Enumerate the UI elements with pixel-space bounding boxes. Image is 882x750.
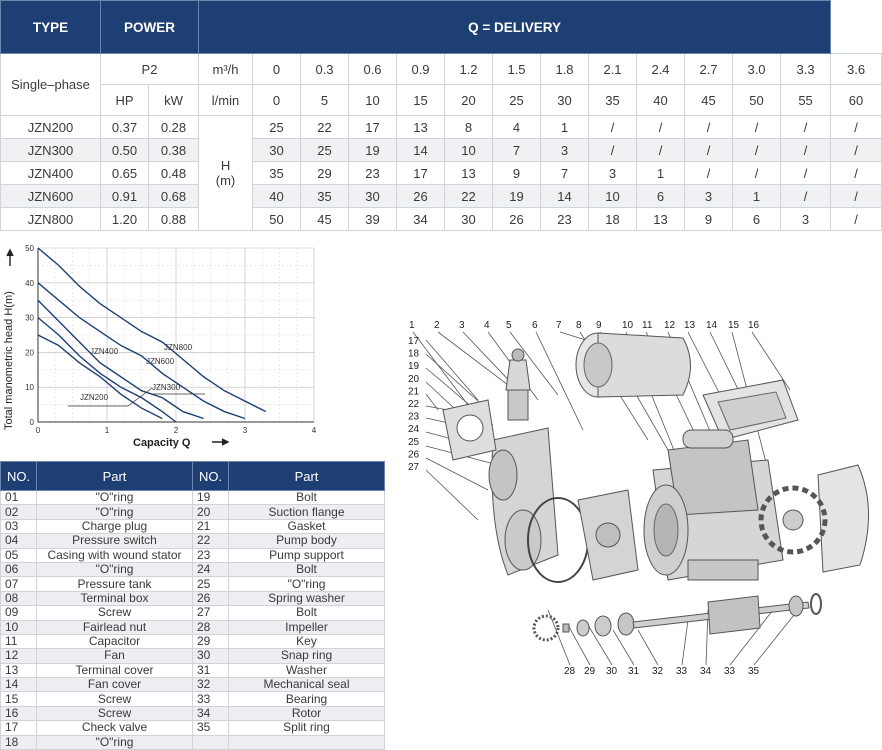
series-label: JZN800 [164, 343, 193, 352]
x-tick-label: 2 [173, 426, 179, 435]
callout-label: 30 [606, 666, 618, 677]
callout-label: 11 [642, 320, 653, 331]
part-no: 32 [193, 678, 229, 692]
model-hp: 0.37 [101, 116, 149, 139]
part-no: 05 [1, 548, 37, 562]
callout-label: 33 [676, 666, 688, 677]
unit-lmin: l/min [199, 85, 253, 116]
part-no: 16 [1, 706, 37, 720]
flow-lmin-cell: 25 [493, 85, 541, 116]
head-value: / [733, 116, 781, 139]
part-no: 07 [1, 577, 37, 591]
part-no: 20 [193, 505, 229, 519]
empty-cell [229, 735, 385, 749]
flow-lmin-cell: 40 [637, 85, 685, 116]
flow-lmin-cell: 15 [397, 85, 445, 116]
part-no: 23 [193, 548, 229, 562]
flow-lmin-cell: 20 [445, 85, 493, 116]
table-row [1, 505, 385, 519]
flow-lmin-cell: 35 [589, 85, 637, 116]
head-value: / [637, 116, 685, 139]
part-name: "O"ring [37, 562, 193, 576]
head-value: 3 [781, 208, 831, 231]
part-name: Split ring [229, 721, 385, 735]
head-value: 13 [637, 208, 685, 231]
parts-body [1, 491, 385, 750]
table-row [1, 678, 385, 692]
callout-label: 3 [459, 320, 465, 331]
part-name: Bolt [229, 562, 385, 576]
part-no: 09 [1, 606, 37, 620]
callout-label: 13 [684, 320, 696, 331]
head-value: 1 [541, 116, 589, 139]
xlabel-arrow-icon [212, 439, 228, 445]
x-tick-label: 1 [104, 426, 110, 435]
part-name: Gasket [229, 519, 385, 533]
part-name: Snap ring [229, 649, 385, 663]
model-hp: 1.20 [101, 208, 149, 231]
flow-lmin-cell: 5 [301, 85, 349, 116]
callout-label: 26 [408, 449, 420, 461]
y-tick-label: 40 [25, 278, 34, 288]
head-unit: (m) [215, 173, 236, 188]
suction-flange-icon [443, 400, 496, 460]
part-name: Pump body [229, 534, 385, 548]
head-value: / [831, 208, 882, 231]
head-value: 45 [301, 208, 349, 231]
flow-m3h-cell: 0.6 [349, 54, 397, 85]
head-value: 10 [445, 139, 493, 162]
parts-no-header: NO. [1, 462, 37, 491]
model-name: JZN400 [1, 162, 101, 185]
callout-label: 4 [484, 320, 490, 331]
head-value: 30 [445, 208, 493, 231]
head-value: / [781, 185, 831, 208]
flow-m3h-cell: 1.8 [541, 54, 589, 85]
rotor-assembly-icon [534, 594, 821, 640]
head-value: 10 [589, 185, 637, 208]
callout-label: 23 [408, 411, 420, 423]
model-kw: 0.38 [149, 139, 199, 162]
head-value: 8 [445, 116, 493, 139]
head-value: 3 [541, 139, 589, 162]
ylabel-arrow-icon [7, 250, 13, 266]
callout-label: 27 [408, 462, 420, 473]
flow-lmin-cell: 30 [541, 85, 589, 116]
part-name: "O"ring [229, 577, 385, 591]
part-no: 19 [193, 491, 229, 505]
chart-xlabel: Capacity Q [133, 437, 191, 449]
head-value: / [589, 139, 637, 162]
y-tick-label: 10 [25, 383, 34, 393]
callout-label: 34 [700, 666, 712, 677]
head-value: 19 [493, 185, 541, 208]
delivery-header: Q = DELIVERY [199, 1, 831, 54]
callout-label: 29 [584, 666, 596, 677]
table-row [1, 721, 385, 735]
callout-label: 22 [408, 399, 420, 410]
head-value: 35 [301, 185, 349, 208]
head-value: / [685, 116, 733, 139]
part-no: 35 [193, 721, 229, 735]
callout-label: 24 [408, 424, 420, 436]
flow-m3h-cell: 3.3 [781, 54, 831, 85]
head-value: 34 [397, 208, 445, 231]
head-value: 23 [541, 208, 589, 231]
part-no: 17 [1, 721, 37, 735]
head-value: 6 [637, 185, 685, 208]
chart-ylabel: Total manometric head H(m) [3, 291, 15, 430]
p2-cell: P2 [101, 54, 199, 85]
part-no: 03 [1, 519, 37, 533]
model-hp: 0.91 [101, 185, 149, 208]
part-no: 21 [193, 519, 229, 533]
callout-label: 17 [408, 336, 420, 347]
x-tick-label: 0 [35, 426, 41, 435]
callout-label: 12 [664, 320, 676, 331]
type-header: TYPE [1, 1, 101, 54]
callout-label: 19 [408, 361, 420, 373]
part-no: 13 [1, 663, 37, 677]
table-row [1, 491, 385, 505]
exploded-view-diagram [398, 310, 882, 710]
y-tick-label: 20 [25, 348, 34, 358]
part-name: Screw [37, 606, 193, 620]
part-name: Capacitor [37, 634, 193, 648]
callout-label: 31 [628, 666, 640, 677]
part-name: Check valve [37, 721, 193, 735]
part-no: 34 [193, 706, 229, 720]
head-value: 25 [253, 116, 301, 139]
part-no: 26 [193, 591, 229, 605]
head-value: 50 [253, 208, 301, 231]
model-name: JZN600 [1, 185, 101, 208]
x-tick-label: 3 [242, 426, 248, 435]
performance-chart [0, 238, 330, 453]
part-no: 14 [1, 678, 37, 692]
head-value: 7 [541, 162, 589, 185]
part-name: Suction flange [229, 505, 385, 519]
callout-label: 20 [408, 373, 420, 385]
part-name: Fan [37, 649, 193, 663]
head-label: H [220, 158, 231, 173]
head-value: 23 [349, 162, 397, 185]
spec-table [0, 0, 882, 231]
parts-part-header: Part [37, 462, 193, 491]
flow-lmin-cell: 50 [733, 85, 781, 116]
model-name: JZN200 [1, 116, 101, 139]
head-value: 18 [589, 208, 637, 231]
head-value: 22 [445, 185, 493, 208]
flow-m3h-cell: 2.7 [685, 54, 733, 85]
kw-cell: kW [149, 85, 199, 116]
part-no: 12 [1, 649, 37, 663]
flow-lmin-cell: 60 [831, 85, 882, 116]
flow-m3h-cell: 0 [253, 54, 301, 85]
part-no: 08 [1, 591, 37, 605]
table-row [1, 663, 385, 677]
head-value: 3 [685, 185, 733, 208]
table-row [1, 548, 385, 562]
head-value: 1 [733, 185, 781, 208]
table-row [1, 634, 385, 648]
parts-part-header-2: Part [229, 462, 385, 491]
head-value: 13 [397, 116, 445, 139]
table-row [1, 519, 385, 533]
part-name: "O"ring [37, 735, 193, 749]
parts-table [0, 461, 385, 750]
flow-lmin-cell: 55 [781, 85, 831, 116]
head-value: 25 [301, 139, 349, 162]
phase-cell: Single–phase [1, 54, 101, 116]
part-no: 11 [1, 634, 37, 648]
part-no: 02 [1, 505, 37, 519]
head-value: 40 [253, 185, 301, 208]
head-value: 6 [733, 208, 781, 231]
head-value: 29 [301, 162, 349, 185]
part-name: Spring washer [229, 591, 385, 605]
head-value: / [831, 185, 882, 208]
head-value: 1 [637, 162, 685, 185]
part-name: Bearing [229, 692, 385, 706]
series-label: JZN300 [152, 383, 181, 392]
model-row [1, 185, 882, 208]
callout-label: 8 [576, 320, 582, 331]
head-value: 26 [493, 208, 541, 231]
head-value: / [781, 162, 831, 185]
part-no: 30 [193, 649, 229, 663]
part-name: Pressure tank [37, 577, 193, 591]
model-hp: 0.50 [101, 139, 149, 162]
head-value: 19 [349, 139, 397, 162]
spec-body [1, 54, 882, 231]
head-value: / [781, 139, 831, 162]
part-name: Pressure switch [37, 534, 193, 548]
table-row [1, 649, 385, 663]
head-value: 30 [253, 139, 301, 162]
parts-no-header-2: NO. [193, 462, 229, 491]
head-value: 3 [589, 162, 637, 185]
table-row [1, 591, 385, 605]
flow-m3h-cell: 3.0 [733, 54, 781, 85]
flow-m3h-cell: 1.2 [445, 54, 493, 85]
part-no: 15 [1, 692, 37, 706]
part-name: Screw [37, 706, 193, 720]
table-row [1, 735, 385, 749]
head-value: 30 [349, 185, 397, 208]
power-header: POWER [101, 1, 199, 54]
part-no: 06 [1, 562, 37, 576]
unit-m3h: m³/h [199, 54, 253, 85]
table-row [1, 692, 385, 706]
series-label: JZN600 [146, 357, 175, 366]
flow-lmin-cell: 45 [685, 85, 733, 116]
part-name: "O"ring [37, 491, 193, 505]
head-value: / [781, 116, 831, 139]
flow-m3h-cell: 3.6 [831, 54, 882, 85]
model-row [1, 116, 882, 139]
part-name: Bolt [229, 491, 385, 505]
part-no: 29 [193, 634, 229, 648]
flow-m3h-cell: 0.3 [301, 54, 349, 85]
part-no: 10 [1, 620, 37, 634]
head-value: 17 [349, 116, 397, 139]
callout-label: 21 [408, 386, 420, 398]
table-row [1, 577, 385, 591]
head-value: 9 [685, 208, 733, 231]
part-no: 01 [1, 491, 37, 505]
flow-m3h-cell: 2.4 [637, 54, 685, 85]
head-value: / [685, 162, 733, 185]
part-name: Bolt [229, 606, 385, 620]
flow-m3h-cell: 0.9 [397, 54, 445, 85]
head-value: / [685, 139, 733, 162]
callout-label: 9 [596, 320, 602, 331]
y-tick-label: 50 [25, 244, 34, 253]
model-kw: 0.88 [149, 208, 199, 231]
callout-label: 35 [748, 666, 760, 677]
head-value: 22 [301, 116, 349, 139]
model-hp: 0.65 [101, 162, 149, 185]
model-name: JZN800 [1, 208, 101, 231]
part-name: Fairlead nut [37, 620, 193, 634]
head-value: 17 [397, 162, 445, 185]
head-value: 13 [445, 162, 493, 185]
empty-cell [193, 735, 229, 749]
flow-m3h-cell: 1.5 [493, 54, 541, 85]
model-name: JZN300 [1, 139, 101, 162]
callout-label: 32 [652, 666, 664, 677]
model-kw: 0.48 [149, 162, 199, 185]
head-value: / [637, 139, 685, 162]
flow-m3h-cell: 2.1 [589, 54, 637, 85]
head-value: / [733, 162, 781, 185]
head-value: 26 [397, 185, 445, 208]
callout-label: 10 [622, 320, 634, 331]
part-no: 18 [1, 735, 37, 749]
model-row [1, 208, 882, 231]
callout-label: 2 [434, 320, 440, 331]
callout-label: 25 [408, 436, 420, 448]
table-row [1, 706, 385, 720]
head-value: / [589, 116, 637, 139]
head-value: 39 [349, 208, 397, 231]
part-no: 04 [1, 534, 37, 548]
hp-cell: HP [101, 85, 149, 116]
part-name: Washer [229, 663, 385, 677]
callout-label: 6 [532, 320, 538, 331]
pressure-tank-icon [576, 333, 691, 397]
table-row [1, 534, 385, 548]
head-value: 7 [493, 139, 541, 162]
part-name: Fan cover [37, 678, 193, 692]
head-value: / [733, 139, 781, 162]
part-name: Mechanical seal [229, 678, 385, 692]
series-label: JZN400 [90, 347, 119, 356]
callout-label: 28 [564, 666, 576, 677]
head-unit-cell [199, 116, 253, 231]
head-value: / [831, 116, 882, 139]
part-no: 22 [193, 534, 229, 548]
part-name: Charge plug [37, 519, 193, 533]
part-no: 28 [193, 620, 229, 634]
head-value: 14 [397, 139, 445, 162]
part-no: 24 [193, 562, 229, 576]
callout-label: 7 [556, 320, 562, 331]
model-kw: 0.68 [149, 185, 199, 208]
table-row [1, 562, 385, 576]
head-value: 14 [541, 185, 589, 208]
model-kw: 0.28 [149, 116, 199, 139]
part-no: 31 [193, 663, 229, 677]
model-row [1, 139, 882, 162]
part-name: Impeller [229, 620, 385, 634]
head-value: 9 [493, 162, 541, 185]
callout-label: 33 [724, 666, 736, 677]
part-name: Rotor [229, 706, 385, 720]
flow-lmin-cell: 10 [349, 85, 397, 116]
callout-label: 18 [408, 348, 420, 360]
capacitor-icon [683, 430, 733, 448]
y-tick-label: 0 [29, 418, 34, 427]
part-name: Casing with wound stator [37, 548, 193, 562]
callout-label: 16 [748, 320, 760, 331]
pressure-switch-icon [506, 349, 530, 420]
x-tick-label: 4 [311, 426, 317, 435]
head-value: / [831, 162, 882, 185]
head-value: / [831, 139, 882, 162]
callout-label: 15 [728, 320, 740, 331]
y-tick-label: 30 [25, 313, 34, 323]
head-value: 35 [253, 162, 301, 185]
part-name: Terminal box [37, 591, 193, 605]
part-no: 27 [193, 606, 229, 620]
part-name: Terminal cover [37, 663, 193, 677]
callout-label: 5 [506, 320, 512, 331]
table-row [1, 606, 385, 620]
part-name: Key [229, 634, 385, 648]
series-label: JZN200 [80, 393, 109, 402]
part-name: Screw [37, 692, 193, 706]
part-name: "O"ring [37, 505, 193, 519]
part-no: 33 [193, 692, 229, 706]
callout-label: 14 [706, 320, 718, 331]
table-row [1, 620, 385, 634]
model-row [1, 162, 882, 185]
part-name: Pump support [229, 548, 385, 562]
part-no: 25 [193, 577, 229, 591]
head-value: 4 [493, 116, 541, 139]
callout-label: 1 [409, 320, 415, 331]
flow-lmin-cell: 0 [253, 85, 301, 116]
